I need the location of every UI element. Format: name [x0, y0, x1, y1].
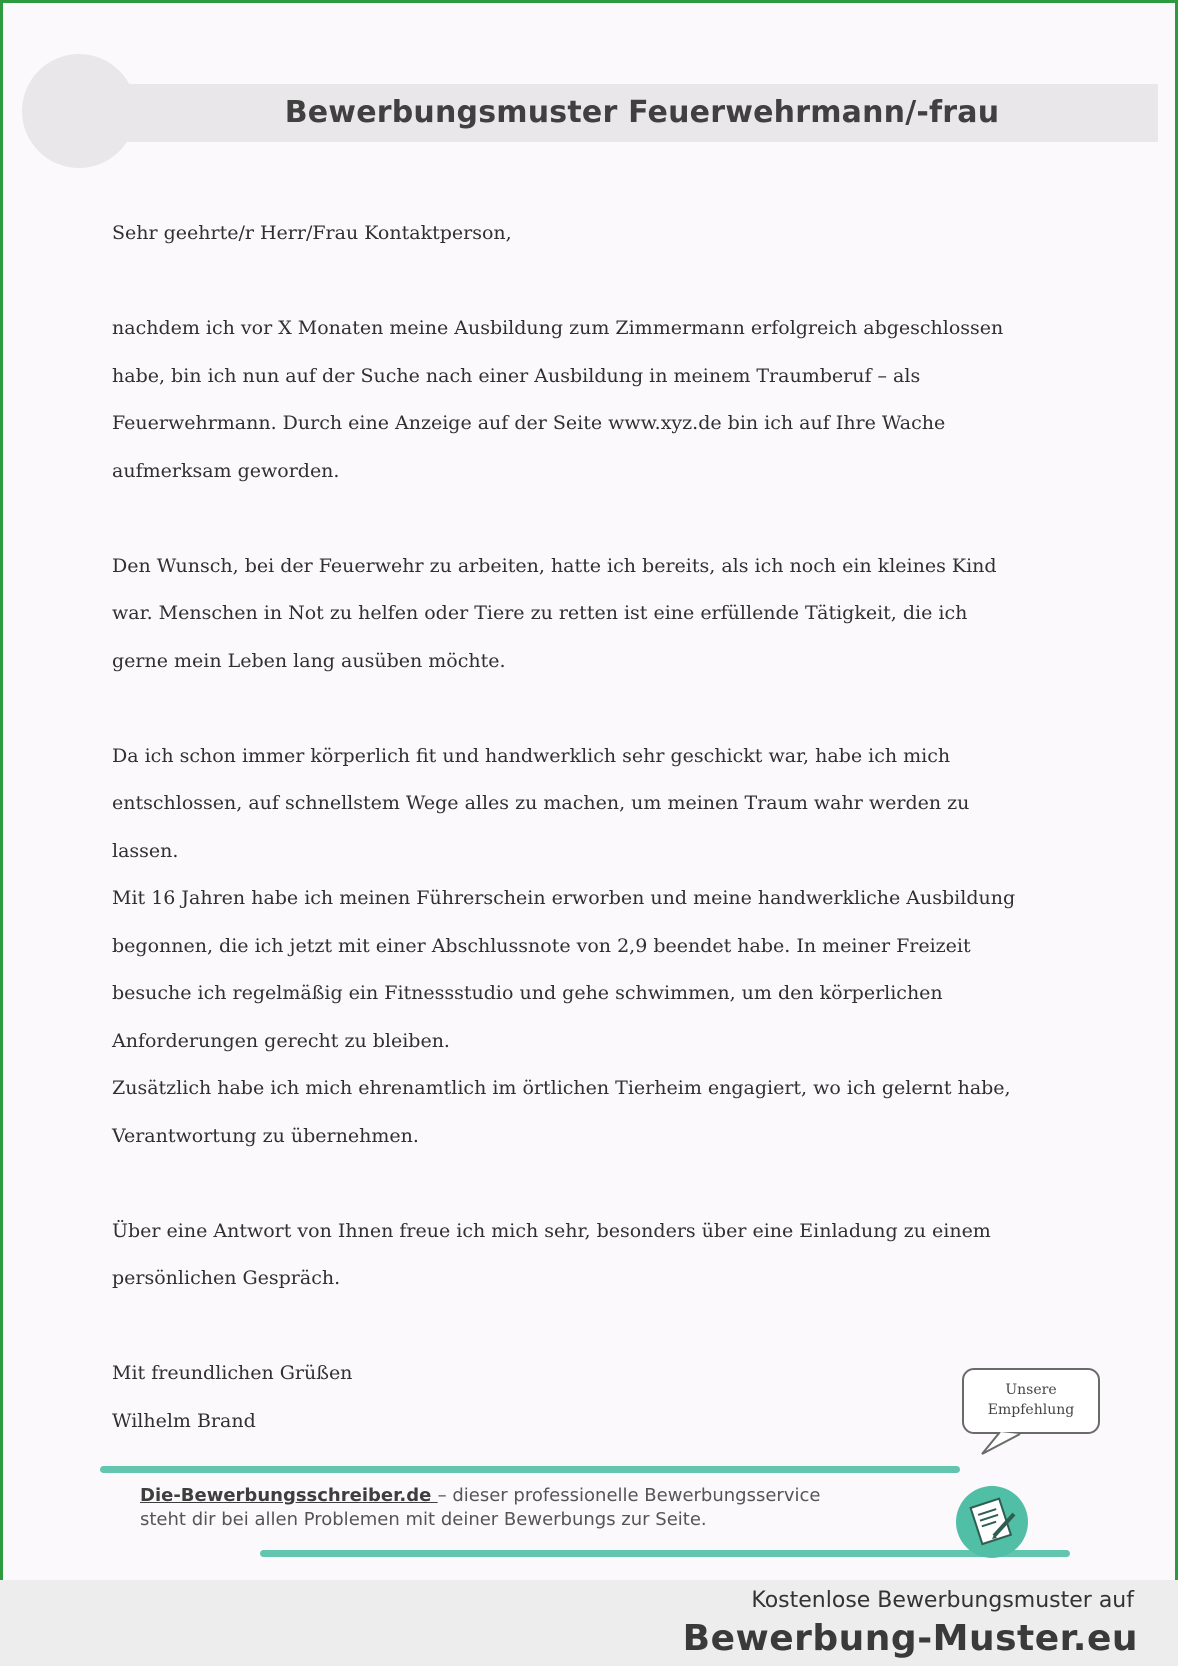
- recommendation-line: Unsere: [1005, 1382, 1057, 1398]
- paragraph-line: Den Wunsch, bei der Feuerwehr zu arbeiten, hatte ich bereits, als ich noch ein kleines Kind: [112, 554, 997, 577]
- accent-stroke-top: [100, 1466, 960, 1473]
- page-title: Bewerbungsmuster Feuerwehrmann/-frau: [284, 95, 1000, 130]
- decorative-circle: [22, 54, 136, 168]
- promo-text-2: steht dir bei allen Problemen mit deiner Bewerbungs zur Seite.: [140, 1509, 707, 1530]
- paragraph-line: gerne mein Leben lang ausüben möchte.: [112, 649, 506, 672]
- paragraph-line: nachdem ich vor X Monaten meine Ausbildung zum Zimmermann erfolgreich abgeschlossen: [112, 317, 1004, 339]
- paragraph-line: lassen.: [112, 839, 179, 862]
- paragraph-line: war. Menschen in Not zu helfen oder Tiere zu retten ist eine erfüllende Tätigkeit, die ich: [112, 602, 968, 624]
- footer-brand[interactable]: Bewerbung-Muster.eu: [682, 1618, 1138, 1659]
- recommendation-line: Empfehlung: [987, 1402, 1075, 1418]
- paragraph-line: Feuerwehrmann. Durch eine Anzeige auf der Seite www.xyz.de bin ich auf Ihre Wache: [112, 412, 946, 434]
- promo-text-1: – dieser professionelle Bewerbungsservice: [437, 1485, 821, 1506]
- bubble-tail: [980, 1432, 1030, 1456]
- paragraph-line: Über eine Antwort von Ihnen freue ich mich sehr, besonders über eine Einladung zu einem: [112, 1219, 991, 1242]
- closing: Mit freundlichen Grüßen: [112, 1362, 353, 1384]
- paragraph-line: aufmerksam geworden.: [112, 459, 340, 482]
- paragraph-line: besuche ich regelmäßig ein Fitnessstudio und gehe schwimmen, um den körperlichen: [112, 982, 943, 1004]
- footer-tagline: Kostenlose Bewerbungsmuster auf: [751, 1588, 1134, 1613]
- accent-stroke-bottom: [260, 1550, 1070, 1557]
- letter-body: [112, 210, 1122, 1445]
- document-pen-icon: [956, 1486, 1028, 1558]
- paragraph-line: entschlossen, auf schnellstem Wege alles zu machen, um meinen Traum wahr werden zu: [112, 792, 970, 814]
- paragraph-line: habe, bin ich nun auf der Suche nach einer Ausbildung in meinem Traumberuf – als: [112, 364, 921, 387]
- paragraph-line: Anforderungen gerecht zu bleiben.: [112, 1029, 450, 1052]
- paragraph-line: Mit 16 Jahren habe ich meinen Führerschein erworben und meine handwerkliche Ausbildung: [112, 887, 1016, 909]
- salutation: Sehr geehrte/r Herr/Frau Kontaktperson,: [112, 222, 512, 244]
- paragraph-line: Da ich schon immer körperlich fit und handwerklich sehr geschickt war, habe ich mich: [112, 744, 951, 767]
- recommendation-bubble: [962, 1368, 1100, 1434]
- promo-link[interactable]: Die-Bewerbungsschreiber.de: [140, 1485, 438, 1506]
- signature: Wilhelm Brand: [112, 1409, 256, 1432]
- promo-text: [140, 1484, 940, 1532]
- paragraph-line: persönlichen Gespräch.: [112, 1267, 341, 1289]
- paragraph-line: Zusätzlich habe ich mich ehrenamtlich im örtlichen Tierheim engagiert, wo ich gelernt habe,: [112, 1077, 1011, 1099]
- paragraph-line: begonnen, die ich jetzt mit einer Abschlussnote von 2,9 beendet habe. In meiner Freizeit: [112, 934, 971, 957]
- paragraph-line: Verantwortung zu übernehmen.: [112, 1124, 419, 1147]
